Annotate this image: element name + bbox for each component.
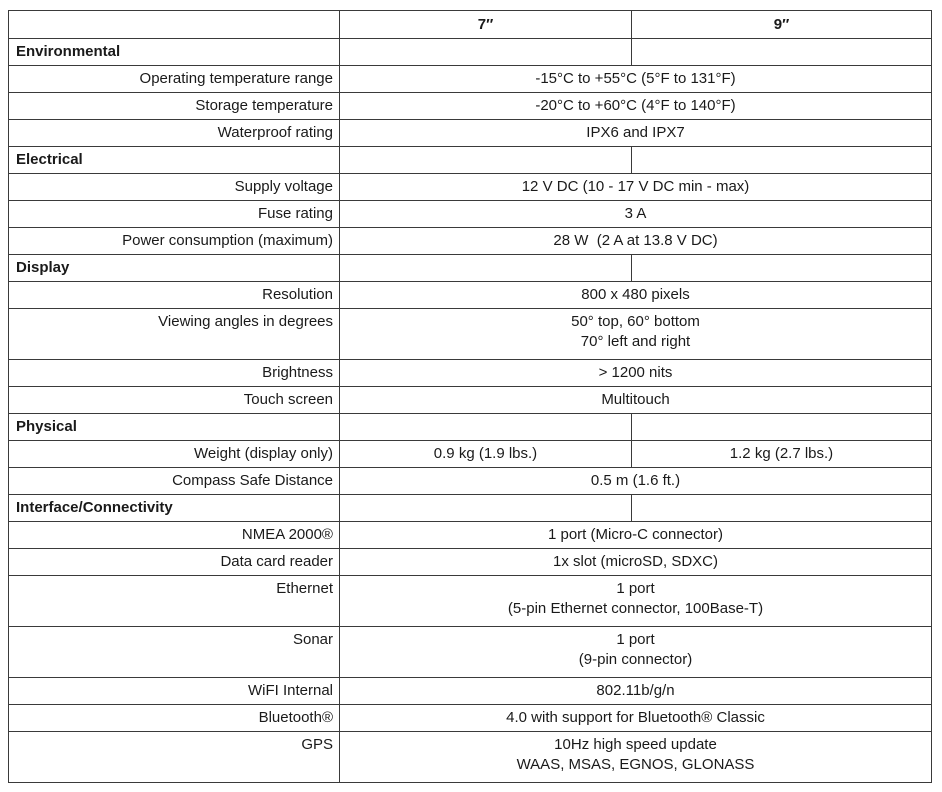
row-label: Compass Safe Distance: [9, 468, 340, 495]
table-row: [9, 387, 932, 414]
value-line: (5-pin Ethernet connector, 100Base-T): [507, 600, 764, 617]
blank-cell: [632, 495, 932, 522]
value-line: 50° top, 60° bottom: [571, 313, 700, 330]
row-value-7in: 0.9 kg (1.9 lbs.): [340, 441, 632, 468]
row-value: [340, 732, 932, 783]
header-9in: 9″: [632, 11, 932, 39]
row-label: Sonar: [9, 627, 340, 678]
table-row: [9, 93, 932, 120]
table-row: [9, 441, 932, 468]
row-value: 0.5 m (1.6 ft.): [340, 468, 932, 495]
section-electrical: Electrical: [9, 147, 340, 174]
table-row: [9, 522, 932, 549]
row-value: 28 W (2 A at 13.8 V DC): [340, 228, 932, 255]
section-environmental: Environmental: [9, 39, 340, 66]
header-row: [9, 11, 932, 39]
section-row: [9, 255, 932, 282]
section-display: Display: [9, 255, 340, 282]
row-label: Weight (display only): [9, 441, 340, 468]
row-value: -15°C to +55°C (5°F to 131°F): [340, 66, 932, 93]
row-label: Resolution: [9, 282, 340, 309]
row-label: Bluetooth®: [9, 705, 340, 732]
row-value: 1x slot (microSD, SDXC): [340, 549, 932, 576]
row-label: Ethernet: [9, 576, 340, 627]
row-value: [340, 576, 932, 627]
table-row: [9, 282, 932, 309]
row-value: IPX6 and IPX7: [340, 120, 932, 147]
row-label: Viewing angles in degrees: [9, 309, 340, 360]
row-value: 1 port (Micro-C connector): [340, 522, 932, 549]
value-line: (9-pin connector): [578, 651, 693, 668]
section-row: [9, 147, 932, 174]
table-row: [9, 468, 932, 495]
table-row: [9, 576, 932, 627]
row-value: 3 A: [340, 201, 932, 228]
table-row: [9, 120, 932, 147]
table-row: [9, 66, 932, 93]
row-label: Operating temperature range: [9, 66, 340, 93]
row-label: Storage temperature: [9, 93, 340, 120]
table-row: [9, 174, 932, 201]
table-row: [9, 360, 932, 387]
table-row: [9, 201, 932, 228]
blank-cell: [632, 39, 932, 66]
blank-cell: [340, 495, 632, 522]
header-empty: [9, 11, 340, 39]
value-line: 1 port: [616, 580, 655, 597]
section-physical: Physical: [9, 414, 340, 441]
spec-table: [8, 10, 932, 783]
row-label: Supply voltage: [9, 174, 340, 201]
header-7in: 7″: [340, 11, 632, 39]
row-label: NMEA 2000®: [9, 522, 340, 549]
row-label: Fuse rating: [9, 201, 340, 228]
section-row: [9, 414, 932, 441]
table-row: [9, 705, 932, 732]
table-row: [9, 309, 932, 360]
table-row: [9, 549, 932, 576]
blank-cell: [340, 147, 632, 174]
row-label: Brightness: [9, 360, 340, 387]
row-label: WiFI Internal: [9, 678, 340, 705]
table-row: [9, 228, 932, 255]
row-value: [340, 627, 932, 678]
row-label: Waterproof rating: [9, 120, 340, 147]
row-value: Multitouch: [340, 387, 932, 414]
value-line: 10Hz high speed update: [554, 736, 717, 753]
value-line: 1 port: [616, 631, 655, 648]
table-row: [9, 732, 932, 783]
row-value: [340, 309, 932, 360]
row-value: 12 V DC (10 - 17 V DC min - max): [340, 174, 932, 201]
value-line: 70° left and right: [580, 333, 691, 350]
value-line: WAAS, MSAS, EGNOS, GLONASS: [516, 756, 755, 773]
row-value: 800 x 480 pixels: [340, 282, 932, 309]
row-label: Data card reader: [9, 549, 340, 576]
blank-cell: [632, 147, 932, 174]
blank-cell: [340, 255, 632, 282]
row-value: -20°C to +60°C (4°F to 140°F): [340, 93, 932, 120]
blank-cell: [340, 39, 632, 66]
row-value: 802.11b/g/n: [340, 678, 932, 705]
blank-cell: [340, 414, 632, 441]
row-value: 4.0 with support for Bluetooth® Classic: [340, 705, 932, 732]
table-row: [9, 678, 932, 705]
row-label: GPS: [9, 732, 340, 783]
section-row: [9, 495, 932, 522]
table-row: [9, 627, 932, 678]
row-label: Touch screen: [9, 387, 340, 414]
row-value: > 1200 nits: [340, 360, 932, 387]
blank-cell: [632, 255, 932, 282]
section-interface: Interface/Connectivity: [9, 495, 340, 522]
row-value-9in: 1.2 kg (2.7 lbs.): [632, 441, 932, 468]
blank-cell: [632, 414, 932, 441]
section-row: [9, 39, 932, 66]
row-label: Power consumption (maximum): [9, 228, 340, 255]
